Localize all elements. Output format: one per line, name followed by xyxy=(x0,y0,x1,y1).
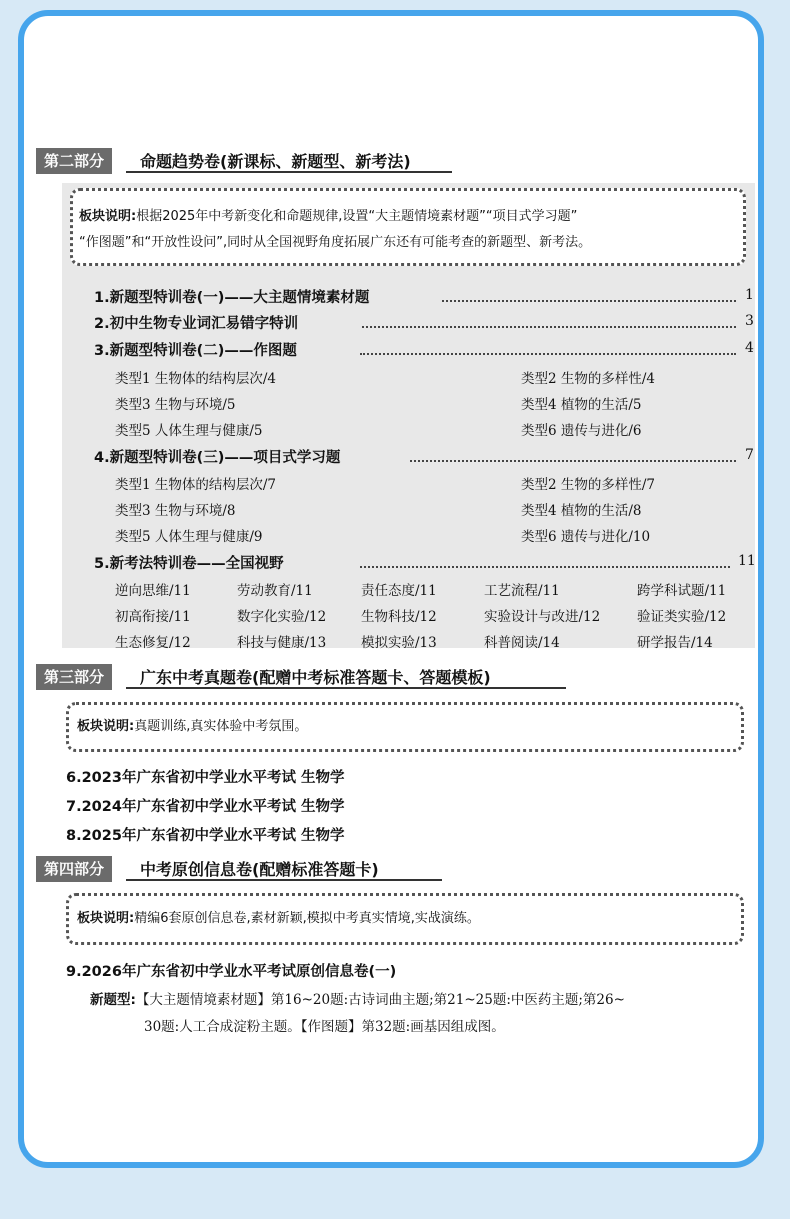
type-a-3: 类型3 生物与环境/5 xyxy=(115,397,236,413)
type-a-1: 类型1 生物体的结构层次/4 xyxy=(115,371,277,387)
part2-title: 命题趋势卷(新课标、新题型、新考法) xyxy=(140,152,411,171)
toc-item-2[interactable]: 2.初中生物专业词汇易错字特训 xyxy=(94,316,299,332)
part2-underline xyxy=(126,171,452,173)
type-b-2: 类型2 生物的多样性/7 xyxy=(521,477,656,493)
type-a-2: 类型2 生物的多样性/4 xyxy=(521,371,656,387)
type-b-3: 类型3 生物与环境/8 xyxy=(115,503,236,519)
topic-12: 科技与健康/13 xyxy=(237,635,327,651)
part3-desc-label: 板块说明: xyxy=(77,719,135,734)
part4-tag: 第四部分 xyxy=(36,856,112,882)
newtype-line2: 30题:人工合成淀粉主题。【作图题】第32题:画基因组成图。 xyxy=(144,1019,505,1035)
type-b-5: 类型5 人体生理与健康/9 xyxy=(115,529,263,545)
topic-13: 模拟实验/13 xyxy=(361,635,437,651)
part2-tag: 第二部分 xyxy=(36,148,112,174)
toc-item-3[interactable]: 3.新题型特训卷(二)——作图题 xyxy=(94,343,297,359)
topic-10: 验证类实验/12 xyxy=(637,609,727,625)
type-b-6: 类型6 遗传与进化/10 xyxy=(521,529,651,545)
part4-desc: 板块说明:精编6套原创信息卷,素材新颖,模拟中考真实情境,实战演练。 xyxy=(77,911,480,926)
toc-item-1[interactable]: 1.新题型特训卷(一)——大主题情境素材题 xyxy=(94,290,370,306)
topic-14: 科普阅读/14 xyxy=(484,635,560,651)
topic-15: 研学报告/14 xyxy=(637,635,713,651)
toc-leader-4 xyxy=(410,460,736,462)
toc-page-1: 1 xyxy=(745,287,754,303)
part4-underline xyxy=(126,879,442,881)
part2-desc-line1: 板块说明:根据2025年中考新变化和命题规律,设置“大主题情境素材题”“项目式学习题” xyxy=(79,209,578,224)
newtype-line1: 新题型:【大主题情境素材题】第16~20题:古诗词曲主题;第21~25题:中医药主题;第26~ xyxy=(90,992,625,1008)
part2-desc-line2: “作图题”和“开放性设问”,同时从全国视野角度拓展广东还有可能考查的新题型、新考法。 xyxy=(79,235,592,250)
type-a-4: 类型4 植物的生活/5 xyxy=(521,397,642,413)
part3-desc-box xyxy=(66,702,744,752)
type-b-4: 类型4 植物的生活/8 xyxy=(521,503,642,519)
toc-page-3: 4 xyxy=(745,340,754,356)
toc-page-5: 11 xyxy=(738,553,756,569)
part2-desc-label: 板块说明: xyxy=(79,209,137,224)
topic-2: 劳动教育/11 xyxy=(237,583,313,599)
part4-desc-box xyxy=(66,893,744,945)
type-a-6: 类型6 遗传与进化/6 xyxy=(521,423,642,439)
toc-item-5[interactable]: 5.新考法特训卷——全国视野 xyxy=(94,556,284,572)
toc-leader-3 xyxy=(360,353,736,355)
part3-title: 广东中考真题卷(配赠中考标准答题卡、答题模板) xyxy=(140,668,491,687)
topic-3: 责任态度/11 xyxy=(361,583,437,599)
toc-leader-2 xyxy=(362,326,736,328)
toc-leader-5 xyxy=(360,566,730,568)
part4-title: 中考原创信息卷(配赠标准答题卡) xyxy=(140,860,379,879)
topic-11: 生态修复/12 xyxy=(115,635,191,651)
part3-desc: 板块说明:真题训练,真实体验中考氛围。 xyxy=(77,719,308,734)
topic-4: 工艺流程/11 xyxy=(484,583,560,599)
part4-desc-label: 板块说明: xyxy=(77,911,135,926)
topic-5: 跨学科试题/11 xyxy=(637,583,727,599)
part2-desc-box xyxy=(70,188,746,266)
part3-item-6[interactable]: 6.2023年广东省初中学业水平考试 生物学 xyxy=(66,770,345,786)
topic-6: 初高衔接/11 xyxy=(115,609,191,625)
part4-item-9[interactable]: 9.2026年广东省初中学业水平考试原创信息卷(一) xyxy=(66,964,397,980)
part3-underline xyxy=(126,687,566,689)
topic-9: 实验设计与改进/12 xyxy=(484,609,601,625)
toc-page-2: 3 xyxy=(745,313,754,329)
toc-page-4: 7 xyxy=(745,447,754,463)
topic-7: 数字化实验/12 xyxy=(237,609,327,625)
type-b-1: 类型1 生物体的结构层次/7 xyxy=(115,477,277,493)
part3-tag: 第三部分 xyxy=(36,664,112,690)
part3-item-8[interactable]: 8.2025年广东省初中学业水平考试 生物学 xyxy=(66,828,345,844)
topic-1: 逆向思维/11 xyxy=(115,583,191,599)
topic-8: 生物科技/12 xyxy=(361,609,437,625)
part3-item-7[interactable]: 7.2024年广东省初中学业水平考试 生物学 xyxy=(66,799,345,815)
toc-leader-1 xyxy=(442,300,736,302)
type-a-5: 类型5 人体生理与健康/5 xyxy=(115,423,263,439)
toc-item-4[interactable]: 4.新题型特训卷(三)——项目式学习题 xyxy=(94,450,341,466)
newtype-label: 新题型: xyxy=(90,992,136,1008)
